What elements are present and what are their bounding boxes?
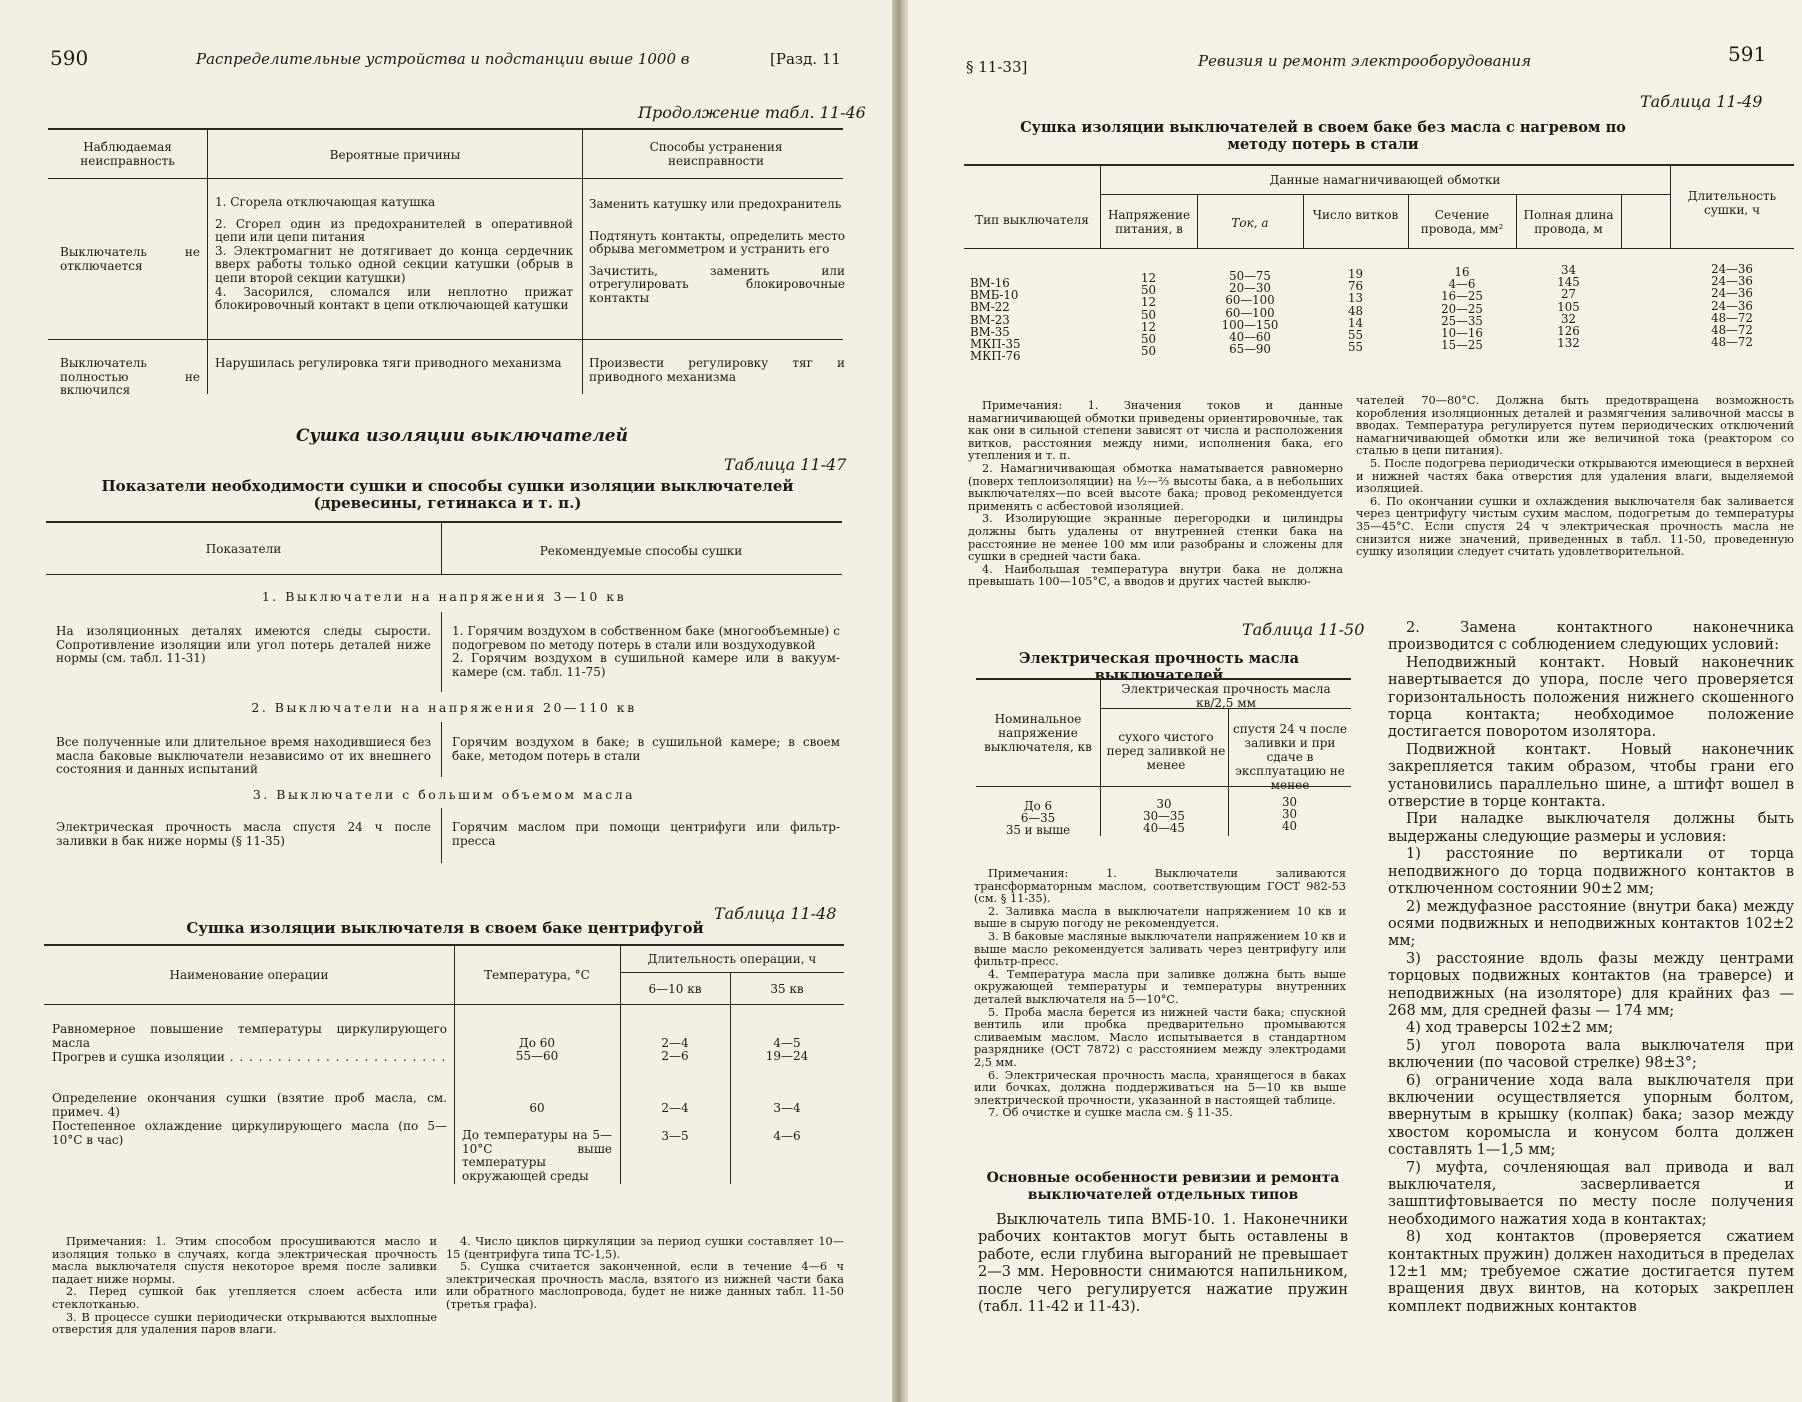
left-page bbox=[0, 0, 892, 1402]
header-section: Сечение провода, мм² bbox=[1420, 208, 1504, 236]
method-cell: 1. Горячим воздухом в собственном баке (многообъемные) с подогревом по методу потерь в стали или воздуходувкой 2. Горячим воздухом в сушильной камере или в вакуум-камере (см. табл. 11-75) bbox=[452, 624, 840, 679]
header-temperature: Температура, °С bbox=[484, 968, 590, 982]
table-continued-caption: Продолжение табл. 11-46 bbox=[638, 103, 866, 122]
causes-cell: 1. Сгорела отключающая катушка 2. Сгорел один из предохранителей в оперативной цепи или цепи питания 3. Электромагнит не дотягивает до конца сердечник вверх работы только одной секции катушки (обрыв в цепи второй секции катушки) 4. Засорился, сломался или неплотно прижат блокировочный контакт в цепи отключающей катушки bbox=[215, 195, 573, 313]
header-after-24h: спустя 24 ч после заливки и при сдаче в эксплуатацию не менее bbox=[1232, 722, 1348, 792]
book-gutter bbox=[892, 0, 908, 1402]
indicator-cell: Электрическая прочность масла спустя 24 ч после заливки в бак ниже нормы (§ 11-35) bbox=[56, 820, 431, 848]
page-number: 590 bbox=[50, 46, 89, 70]
group-heading: 1. Выключатели на напряжения 3—10 кв bbox=[261, 589, 627, 604]
column-type: ВМ-16 ВМБ-10 ВМ-22 ВМ-23 ВМ-35 МКП-35 МКП-76 bbox=[970, 276, 1021, 364]
section-ref: § 11-33] bbox=[966, 58, 1028, 76]
header-voltage: Напряжение питания, в bbox=[1107, 208, 1191, 236]
table-title: Сушка изоляции выключателей в своем баке без масла с нагревом по методу потерь в стали bbox=[1020, 119, 1626, 153]
causes-cell: Нарушилась регулировка тяги приводного механизма bbox=[215, 356, 562, 370]
temp-cell: До 60 bbox=[518, 1036, 556, 1050]
section-ref: [Разд. 11 bbox=[770, 50, 841, 68]
table-row: Равномерное повышение температуры циркулирующего масла bbox=[52, 1022, 447, 1050]
table-notes: Примечания: 1. Выключатели заливаются трансформаторным маслом, соответствующим ГОСТ 982-53 (см. § 11-35). 2. Заливка масла в выключатели напряжением 10 кв и выше в сырую погоду не рекомендуется. 3. В баковые масляные выключатели напряжением 10 кв и выше масло рекомендуется заливать через центрифугу или фильтр-пресс. 4. Температура масла при заливке должна быть выше окружающей температуры и температуры внутренних деталей выключателя на 5—10°С. 5. Проба масла берется из нижней части бака; спускной вентиль или пробка предварительно промываются сливаемым маслом. Масло испытывается в стандартном разряднике (ОСТ 7872) с расстоянием между электродами 2,5 мм. 6. Электрическая прочность масла, хранящегося в баках или бочках, должна поддерживаться на 5—10 кв выше электрической прочности, указанной в настоящей таблице. 7. Об очистке и сушке масла см. § 11-35. bbox=[974, 867, 1346, 1120]
duration-cell: 19—24 bbox=[765, 1049, 809, 1063]
method-cell: Горячим воздухом в баке; в сушильной камере; в своем баке, методом потерь в стали bbox=[452, 735, 840, 763]
duration-cell: 4—6 bbox=[773, 1129, 801, 1143]
page-number: 591 bbox=[1728, 42, 1767, 66]
table-notes: Примечания: 1. Значения токов и данные намагничивающей обмотки приведены ориентировочные, так как они в сильной степени зависят от числа и расположения витков, расстояния между ними, исполнения бака, его утепления и т. п. 2. Намагничивающая обмотка наматывается равномерно (поверх теплоизоляции) на ½—⅔ высоты бака, а в небольших выключателях—по всей высоте бака; провод рекомендуется применять с асбестовой изоляцией. 3. Изолирующие экранные перегородки и цилиндры должны быть удалены от внутренней стенки бака на расстояние не менее 100 мм или разобраны и сложены для сушки в средней части бака. 4. Наибольшая температура внутри бака не должна превышать 100—105°С, а вводов и других частей выклю- bbox=[968, 399, 1343, 589]
duration-cell: 2—4 bbox=[661, 1101, 689, 1115]
header-duration-6-10: 6—10 кв bbox=[648, 982, 702, 996]
temp-cell: До температуры на 5—10°С выше температуры окружающей среды bbox=[462, 1128, 612, 1183]
column-dry: 30 30—35 40—45 bbox=[1143, 797, 1185, 836]
header-turns: Число витков bbox=[1312, 208, 1399, 222]
header-fault: Наблюдаемая неисправность bbox=[80, 140, 175, 168]
table-row: Определение окончания сушки (взятие проб масла, см. примеч. 4) bbox=[52, 1091, 447, 1119]
header-dry-oil: сухого чистого перед заливкой не менее bbox=[1106, 730, 1226, 772]
running-head: Распределительные устройства и подстанции выше 1000 в bbox=[196, 50, 690, 68]
right-page bbox=[908, 0, 1802, 1402]
header-remedies: Способы устранения неисправности bbox=[649, 140, 783, 168]
table-caption: Таблица 11-48 bbox=[714, 904, 837, 923]
column-nominal: До 6 6—35 35 и выше bbox=[1005, 799, 1071, 838]
header-operation: Наименование операции bbox=[169, 968, 329, 982]
column-length: 34 145 27 105 32 126 132 bbox=[1557, 263, 1580, 351]
header-length: Полная длина провода, м bbox=[1523, 208, 1614, 236]
table-title: Показатели необходимости сушки и способы сушки изоляции выключателей (древесины, гетинакса и т. п.) bbox=[101, 477, 794, 512]
indicator-cell: Все полученные или длительное время находившиеся без масла баковые выключатели независимо от их внешнего состояния и данных испытаний bbox=[56, 735, 431, 777]
subsection-title: Основные особенности ревизии и ремонта выключателей отдельных типов bbox=[986, 1170, 1340, 1203]
header-winding-data: Данные намагничивающей обмотки bbox=[1269, 173, 1501, 187]
table-title: Электрическая прочность масла выключателей bbox=[1018, 650, 1300, 684]
group-heading: 3. Выключатели с большим объемом масла bbox=[252, 787, 636, 802]
table-notes: Примечания: 1. Этим способом просушиваются масло и изоляция только в случаях, когда электрическая прочность масла выключателя спустя некоторое время после заливки падает ниже нормы. 2. Перед сушкой бак утепляется слоем асбеста или стеклотканью. 3. В процессе сушки периодически открываются выхлопные отверстия для удаления паров влаги. bbox=[52, 1235, 437, 1337]
table-notes: чателей 70—80°С. Должна быть предотвращена возможность коробления изоляционных деталей и размягчения заливочной массы в вводах. Температура регулируется путем периодических отключений намагничивающей обмотки или же величиной тока (реактором со сталью в цепи питания). 5. После подогрева периодически открываются имеющиеся в верхней и нижней частях бака отверстия для удаления влаги, выделяемой изоляцией. 6. По окончании сушки и охлаждения выключателя бак заливается через центрифугу чистым сухим маслом, подогретым до температуры 35—45°С. Если спустя 24 ч электрическая прочность масла не снизится ниже значений, приведенных в табл. 11-50, проведенную сушку изоляции следует считать удовлетворительной. bbox=[1356, 394, 1794, 559]
table-title: Сушка изоляции выключателя в своем баке центрифугой bbox=[186, 919, 704, 937]
duration-cell: 3—4 bbox=[773, 1101, 801, 1115]
temp-cell: 60 bbox=[529, 1101, 545, 1115]
table-caption: Таблица 11-50 bbox=[1242, 620, 1365, 639]
temp-cell: 55—60 bbox=[515, 1049, 559, 1063]
remedies-cell: Произвести регулировку тяг и приводного механизма bbox=[589, 356, 845, 384]
body-text: 2. Замена контактного наконечника производится с соблюдением следующих условий: Неподвижный контакт. Новый наконечник навертывается до упора, после чего проверяется горизонтальность положения нижнего скошенного торца контакта; необходимое положение достигается поворотом изолятора. Подвижной контакт. Новый наконечник закрепляется таким образом, чтобы грани его установились параллельно шине, а штифт вошел в отверстие в торце контакта. При наладке выключателя должны быть выдержаны следующие размеры и условия: 1) расстояние по вертикали от торца неподвижного до торца подвижного контактов в отключенном состоянии 90±2 мм; 2) междуфазное расстояние (внутри бака) между осями подвижных и неподвижных контактов 102±2 мм; 3) расстояние вдоль фазы между центрами торцовых подвижных контактов (на траверсе) и неподвижных (на изоляторе) для крайних фаз — 268 мм, для средней фазы — 174 мм; 4) ход траверсы 102±2 мм; 5) угол поворота вала выключателя при включении (по часовой стрелке) 98±3°; 6) ограничение хода вала выключателя при включении осуществляется упорным болтом, ввернутым в крышку (колпак) бака; зазор между хвостом коромысла и конусом болта должен составлять 1—1,5 мм; 7) муфта, сочленяющая вал привода и вал выключателя, засверливается и зашптифтовывается по месту после получения необходимого нажатия хода в контактах; 8) ход контактов (проверяется сжатием контактных пружин) должен находиться в пределах 12±1 мм; требуемое сжатие достигается путем вращения двух винтов, на которых закреплен комплект подвижных контактов bbox=[1388, 620, 1794, 1315]
header-type: Тип выключателя bbox=[975, 213, 1089, 227]
column-after: 30 30 40 bbox=[1281, 795, 1297, 834]
header-indicators: Показатели bbox=[205, 542, 282, 556]
running-head: Ревизия и ремонт электрооборудования bbox=[1198, 52, 1531, 70]
header-duration: Длительность сушки, ч bbox=[1687, 189, 1777, 217]
section-title: Сушка изоляции выключателей bbox=[296, 426, 628, 446]
column-duration: 24—36 24—36 24—36 24—36 48—72 48—72 48—72 bbox=[1711, 262, 1753, 350]
header-oil-strength: Электрическая прочность масла кв/2,5 мм bbox=[1121, 682, 1331, 710]
duration-cell: 2—4 bbox=[661, 1036, 689, 1050]
remedies-cell: Заменить катушку или предохранитель Подтянуть контакты, определить место обрыва мегомметром и устранить его Зачистить, заменить или отрегулировать блокировочные контакты bbox=[589, 197, 845, 305]
table-caption: Таблица 11-49 bbox=[1640, 92, 1763, 111]
duration-cell: 4—5 bbox=[773, 1036, 801, 1050]
header-causes: Вероятные причины bbox=[329, 148, 461, 162]
duration-cell: 3—5 bbox=[661, 1129, 689, 1143]
column-current: 50—75 20—30 60—100 60—100 100—150 40—60 65—90 bbox=[1221, 269, 1279, 357]
column-turns: 19 76 13 48 14 55 55 bbox=[1347, 267, 1363, 355]
header-current: Ток, а bbox=[1231, 216, 1269, 230]
body-text: Выключатель типа ВМБ-10. 1. Наконечники рабочих контактов могут быть оставлены в работе, если глубина выгораний не превышает 2—3 мм. Неровности снимаются напильником, после чего регулируется нажатие пружин (табл. 11-42 и 11-43). bbox=[978, 1212, 1348, 1316]
duration-cell: 2—6 bbox=[661, 1049, 689, 1063]
indicator-cell: На изоляционных деталях имеются следы сырости. Сопротивление изоляции или угол потерь деталей ниже нормы (см. табл. 11-31) bbox=[56, 624, 431, 666]
header-duration: Длительность операции, ч bbox=[647, 952, 817, 966]
table-row: Постепенное охлаждение циркулирующего масла (по 5—10°С в час) bbox=[52, 1119, 447, 1147]
fault-cell: Выключатель полностью не включился bbox=[60, 356, 200, 398]
fault-cell: Выключатель не отключается bbox=[60, 245, 200, 273]
table-notes: 4. Число циклов циркуляции за период сушки составляет 10—15 (центрифуга типа ТС-1,5). 5. Сушка считается законченной, если в течение 4—6 ч электрическая прочность масла, взятого из нижней части бака или обратного маслопровода, будет не ниже данных табл. 11-50 (третья графа). bbox=[446, 1235, 844, 1311]
header-methods: Рекомендуемые способы сушки bbox=[539, 544, 743, 558]
header-duration-35: 35 кв bbox=[770, 982, 804, 996]
column-section: 16 4—6 16—25 20—25 25—35 10—16 15—25 bbox=[1441, 265, 1483, 353]
group-heading: 2. Выключатели на напряжения 20—110 кв bbox=[251, 700, 637, 715]
table-row: Прогрев и сушка изоляции . . . bbox=[52, 1051, 447, 1065]
method-cell: Горячим маслом при помощи центрифуги или фильтр-пресса bbox=[452, 820, 840, 848]
header-nominal-voltage: Номинальное напряжение выключателя, кв bbox=[984, 712, 1092, 754]
table-caption: Таблица 11-47 bbox=[724, 455, 847, 474]
column-voltage: 12 50 12 50 12 50 50 bbox=[1140, 271, 1156, 359]
